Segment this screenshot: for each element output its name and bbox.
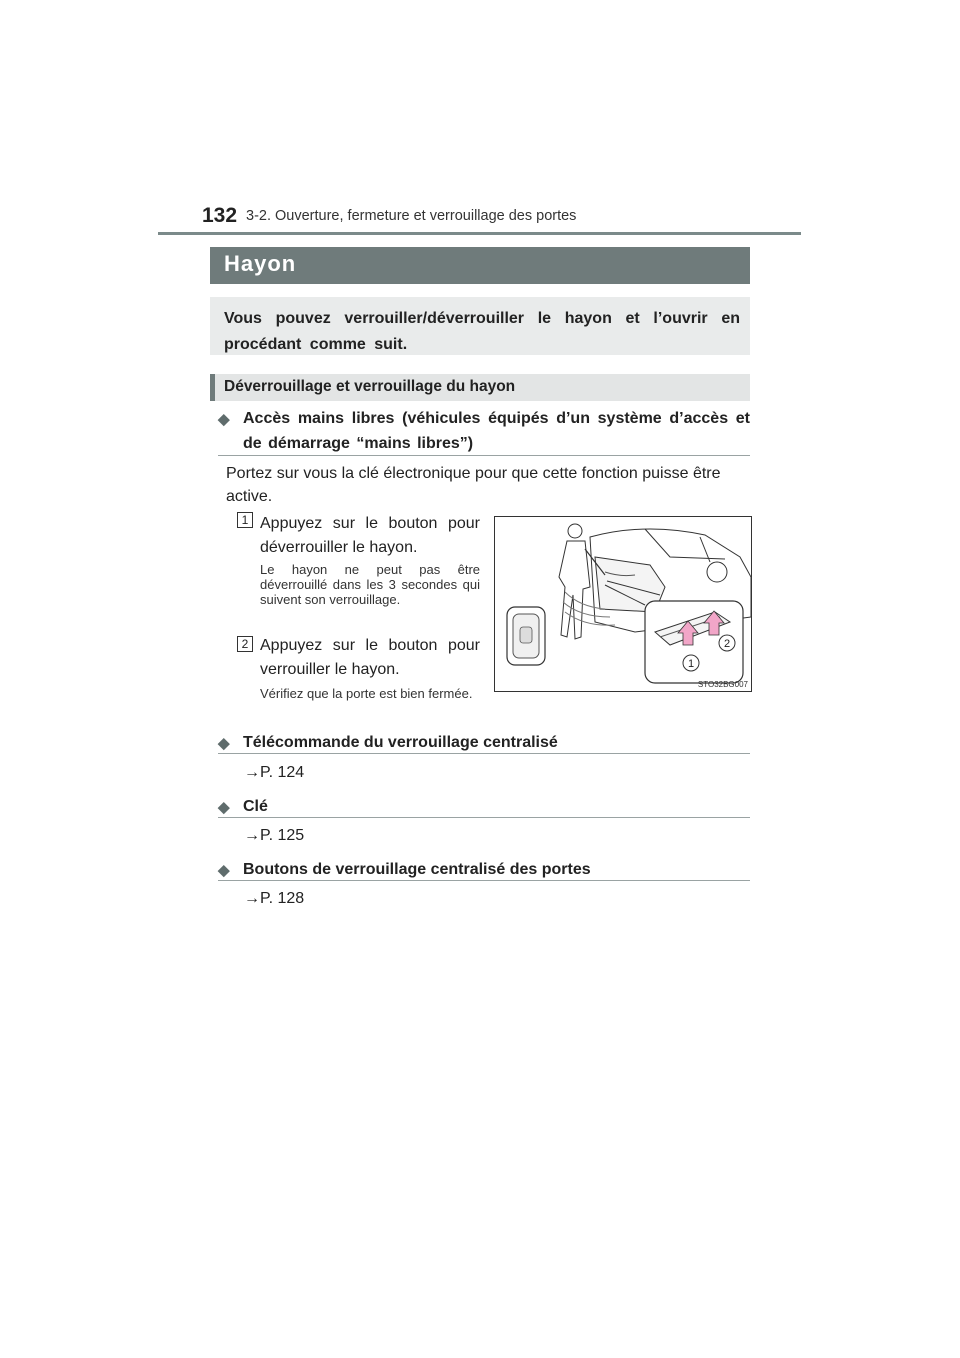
subheading-rule bbox=[218, 753, 750, 754]
right-arrow-icon: → bbox=[244, 827, 260, 844]
diamond-bullet-icon: ◆ bbox=[218, 862, 230, 879]
page-title-bar bbox=[210, 247, 750, 284]
page-title: Hayon bbox=[224, 251, 297, 276]
reference-text: P. 128 bbox=[260, 890, 305, 907]
section-heading: Déverrouillage et verrouillage du hayon bbox=[224, 378, 516, 395]
reference-text: P. 124 bbox=[260, 764, 305, 781]
step2-note: Vérifiez que la porte est bien fermée. bbox=[260, 686, 473, 701]
callout-1: 1 bbox=[687, 658, 695, 670]
diamond-bullet-icon: ◆ bbox=[218, 799, 230, 816]
subheading-rule bbox=[218, 455, 750, 456]
tailgate-illustration bbox=[494, 516, 752, 692]
step-number-2: 2 bbox=[237, 636, 253, 652]
subheading-key bbox=[218, 794, 750, 819]
subheading-text: Télécommande du verrouillage centralisé bbox=[243, 734, 558, 751]
page-reference-link[interactable] bbox=[244, 764, 304, 782]
header-rule bbox=[158, 232, 801, 235]
step1-text: Appuyez sur le bouton pour déverrouiller le hayon. bbox=[260, 515, 480, 556]
section-heading-bar bbox=[210, 374, 750, 401]
intro-text: Vous pouvez verrouiller/déverrouiller le hayon et l’ouvrir en procédant comme suit. bbox=[224, 310, 740, 353]
subheading-rule bbox=[218, 880, 750, 881]
step2-text: Appuyez sur le bouton pour verrouiller le hayon. bbox=[260, 637, 480, 678]
subheading-text: Clé bbox=[243, 798, 268, 815]
subheading-rule bbox=[218, 817, 750, 818]
diamond-bullet-icon: ◆ bbox=[218, 735, 230, 752]
step1-note: Le hayon ne peut pas être déverrouillé dans les 3 secondes qui suivent son verrouillage. bbox=[260, 562, 480, 607]
diamond-bullet-icon: ◆ bbox=[218, 411, 230, 428]
chapter-title: 3-2. Ouverture, fermeture et verrouillage des portes bbox=[246, 208, 577, 224]
subheading-remote bbox=[218, 730, 750, 755]
tailgate-drawing bbox=[495, 517, 751, 691]
intro-box bbox=[210, 297, 750, 355]
subheading-buttons bbox=[218, 857, 750, 882]
step-number-1: 1 bbox=[237, 512, 253, 528]
page-reference-link[interactable] bbox=[244, 890, 304, 908]
callout-2: 2 bbox=[723, 638, 731, 650]
subheading-text: Boutons de verrouillage centralisé des portes bbox=[243, 861, 591, 878]
right-arrow-icon: → bbox=[244, 890, 260, 907]
page-number: 132 bbox=[202, 204, 238, 227]
subheading-hands-free bbox=[218, 406, 750, 456]
reference-text: P. 125 bbox=[260, 827, 305, 844]
illustration-code: STO32BG007 bbox=[697, 680, 748, 689]
section-accent bbox=[210, 374, 215, 401]
hands-free-body: Portez sur vous la clé électronique pour que cette fonction puisse être active. bbox=[226, 465, 721, 505]
right-arrow-icon: → bbox=[244, 764, 260, 781]
subheading-text: Accès mains libres (véhicules équipés d’un système d’accès et de démarrage “mains libres”) bbox=[243, 410, 750, 452]
page-reference-link[interactable] bbox=[244, 827, 304, 845]
